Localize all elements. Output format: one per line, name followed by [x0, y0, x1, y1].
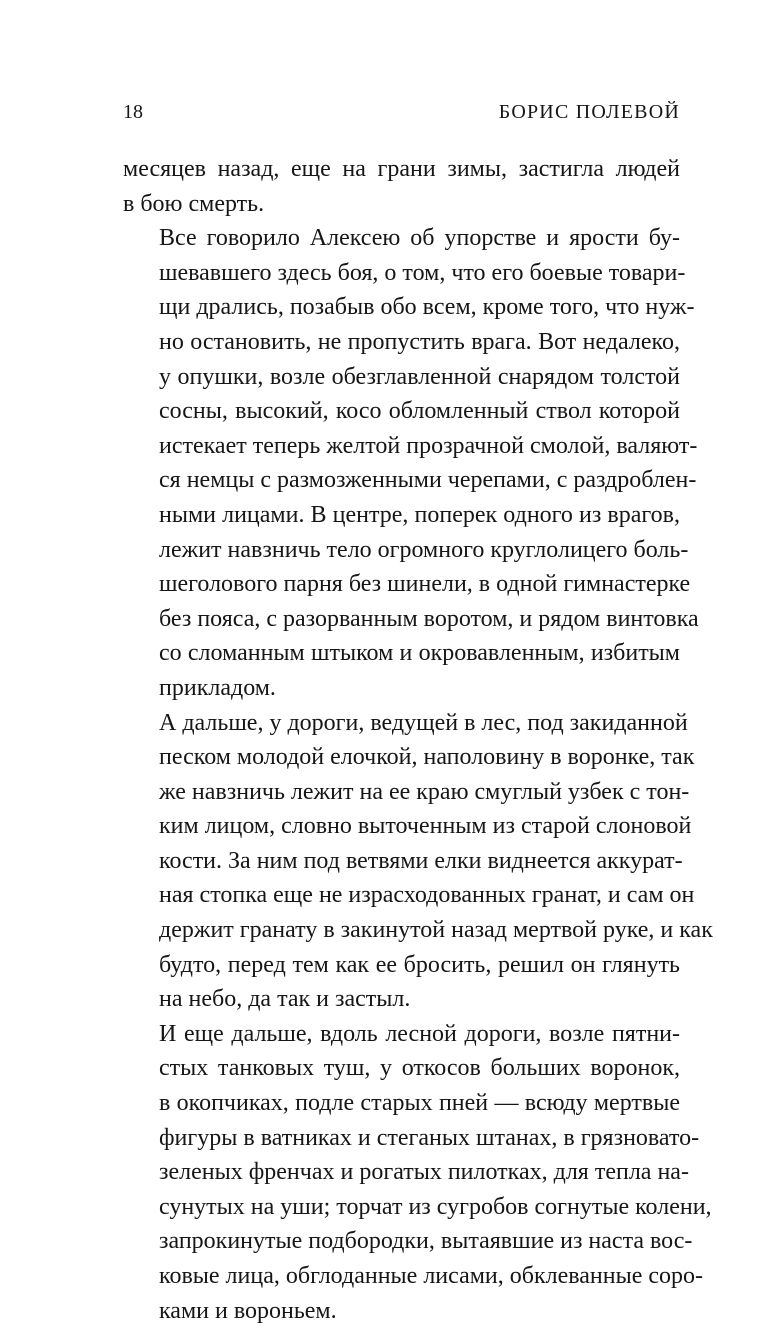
- text-line: истекает теперь желтой прозрачной смолой, валяют-: [159, 432, 698, 459]
- text-line: кости. За ним под ветвями елки виднеется аккурат-: [159, 847, 683, 874]
- text-line: сунутых на уши; торчат из сугробов согнутые колени,: [159, 1193, 712, 1220]
- text-line: в бою смерть.: [123, 190, 265, 217]
- text-line: зеленых френчах и рогатых пилотках, для тепла на-: [159, 1159, 689, 1186]
- text-line: со сломанным штыком и окровавленным, избитым: [159, 640, 680, 667]
- text-line: на небо, да так и застыл.: [159, 986, 411, 1013]
- text-line: фигуры в ватниках и стеганых штанах, в грязновато-: [159, 1124, 700, 1151]
- text-line: Все говорило Алексею об упорстве и ярости бу-: [159, 225, 680, 252]
- text-line: будто, перед тем как ее бросить, решил он глянуть: [159, 951, 680, 978]
- text-line: у опушки, возле обезглавленной снарядом толстой: [159, 363, 680, 390]
- text-line: в окопчиках, подле старых пней — всюду мертвые: [159, 1090, 680, 1117]
- paragraph-1: [123, 152, 680, 221]
- text-line: без пояса, с разорванным воротом, и рядом винтовка: [159, 605, 699, 632]
- text-line: ковые лица, обглоданные лисами, обклеванные соро-: [159, 1263, 704, 1289]
- text-line: же навзничь лежит на ее краю смуглый узбек с тон-: [159, 778, 690, 805]
- text-line: прикладом.: [159, 674, 276, 701]
- text-line: шевавшего здесь боя, о том, что его боевые товари-: [159, 259, 686, 286]
- text-line: ким лицом, словно выточенным из старой слоновой: [159, 813, 692, 840]
- paragraph-2: [123, 221, 699, 705]
- text-line: ная стопка еще не израсходованных гранат, и сам он: [159, 882, 695, 909]
- text-line: стых танковых туш, у откосов больших воронок,: [159, 1055, 680, 1082]
- running-title: БОРИС ПОЛЕВОЙ: [498, 101, 680, 123]
- text-line: сосны, высокий, косо обломленный ствол которой: [159, 398, 680, 425]
- text-line: песком молодой елочкой, наполовину в воронке, так: [159, 744, 695, 771]
- paragraph-3: [123, 706, 713, 1017]
- text-line: лежит навзничь тело огромного круглолицего боль-: [159, 536, 689, 563]
- text-line: И еще дальше, вдоль лесной дороги, возле пятни-: [159, 1020, 680, 1047]
- text-line: запрокинутые подбородки, вытаявшие из наста вос-: [159, 1228, 693, 1255]
- text-line: месяцев назад, еще на грани зимы, застигла людей: [123, 156, 680, 182]
- text-line: держит гранату в закинутой назад мертвой руке, и как: [159, 917, 713, 944]
- paragraph-4: [123, 1017, 712, 1328]
- body-text: [123, 152, 713, 1328]
- page-number: 18: [123, 101, 143, 123]
- text-line: щи дрались, позабыв обо всем, кроме того, что нуж-: [159, 294, 695, 321]
- text-line: но остановить, не пропустить врага. Вот недалеко,: [159, 328, 680, 355]
- page-header: [123, 98, 680, 126]
- text-line: А дальше, у дороги, ведущей в лес, под закиданной: [159, 709, 688, 736]
- text-line: шеголового парня без шинели, в одной гимнастерке: [159, 571, 691, 598]
- text-line: ся немцы с размозженными черепами, с раздроблен-: [159, 467, 697, 494]
- text-line: ными лицами. В центре, поперек одного из врагов,: [159, 501, 680, 528]
- text-line: ками и вороньем.: [159, 1297, 337, 1324]
